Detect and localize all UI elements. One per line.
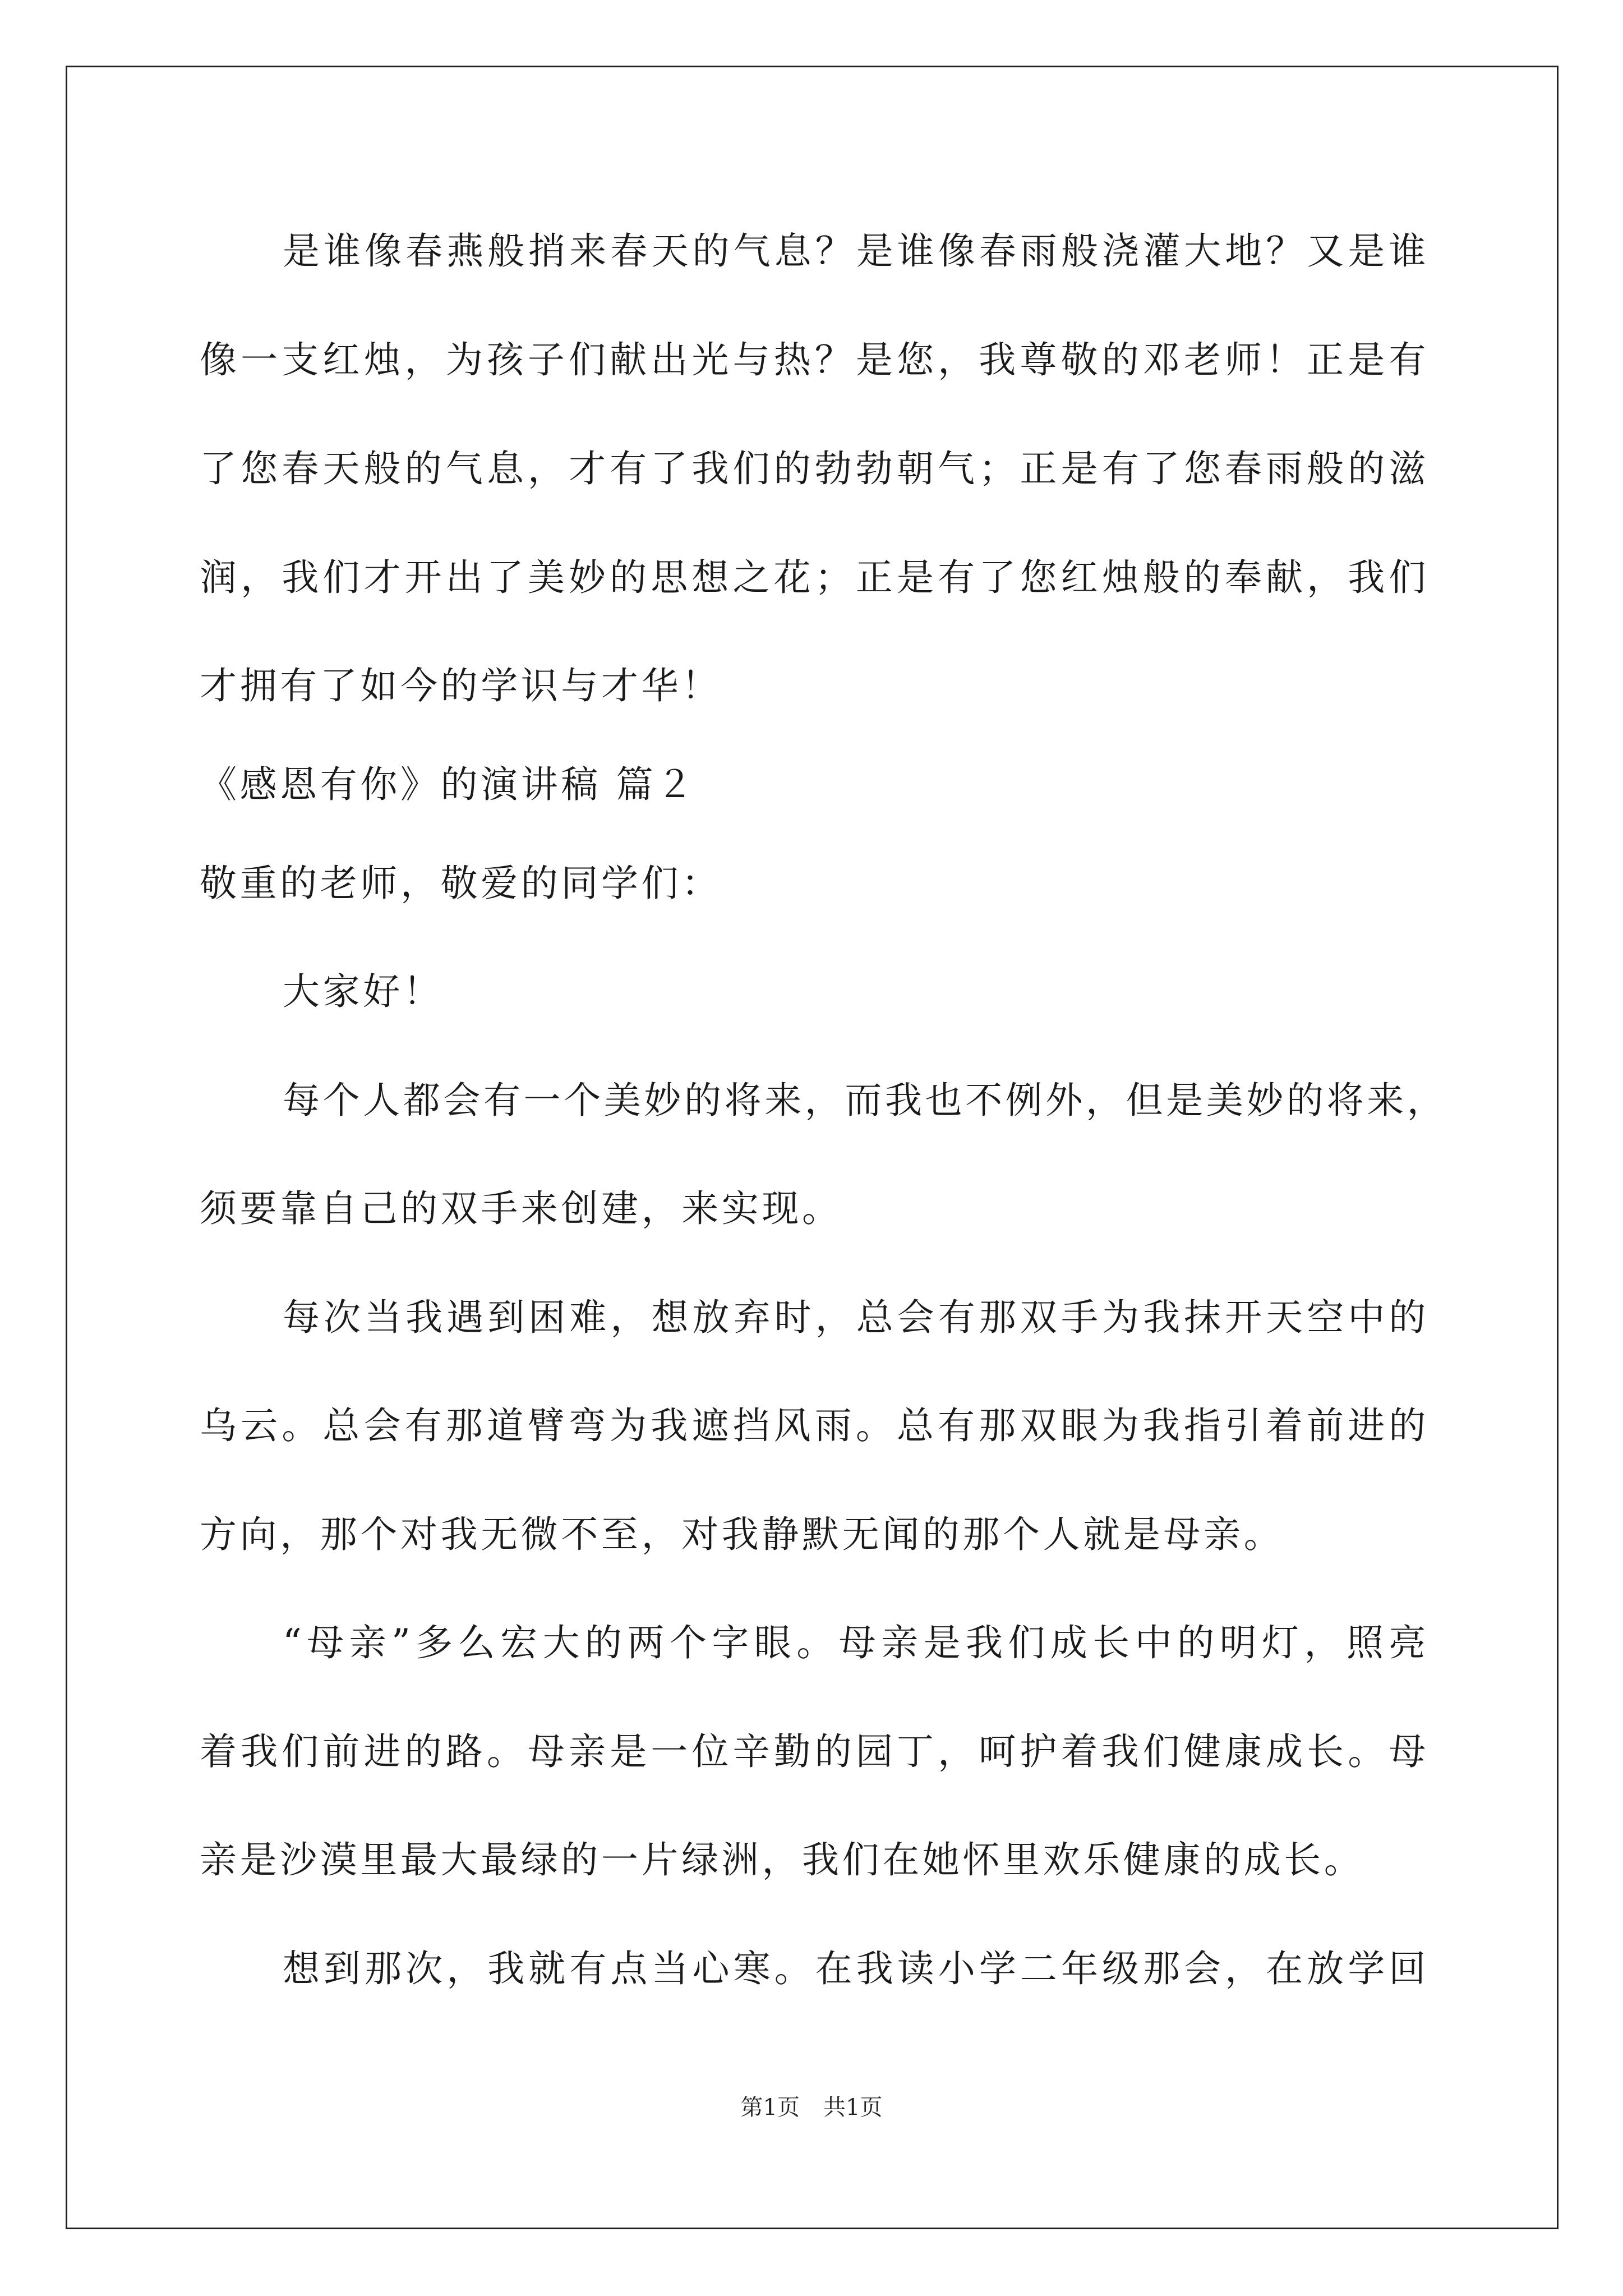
salutation: 敬重的老师，敬爱的同学们：	[200, 862, 722, 905]
paragraph-5-line-1: 想到那次，我就有点当心寒。在我读小学二年级那会，在放学回	[283, 1947, 1429, 1990]
paragraph-2-line-1: 每个人都会有一个美妙的将来，而我也不例外，但是美妙的将来，	[283, 1079, 1447, 1122]
paragraph-1-line-5: 才拥有了如今的学识与才华！	[200, 664, 722, 707]
paragraph-1-line-3: 了您春天般的气息，才有了我们的勃勃朝气；正是有了您春雨般的滋	[200, 447, 1429, 490]
paragraph-3-line-3: 方向，那个对我无微不至，对我静默无闻的那个人就是母亲。	[200, 1513, 1284, 1556]
paragraph-3-line-1: 每次当我遇到困难，想放弃时，总会有那双手为我抹开天空中的	[283, 1296, 1429, 1339]
paragraph-1-line-1: 是谁像春燕般捎来春天的气息？是谁像春雨般浇灌大地？又是谁	[283, 229, 1429, 273]
paragraph-2-line-2: 须要靠自己的双手来创建，来实现。	[200, 1187, 842, 1230]
page-total: 共1页	[823, 2095, 883, 2120]
paragraph-1-line-2: 像一支红烛，为孩子们献出光与热？是您，我尊敬的邓老师！正是有	[200, 338, 1429, 381]
page-border	[66, 66, 1559, 2229]
paragraph-4-line-3: 亲是沙漠里最大最绿的一片绿洲，我们在她怀里欢乐健康的成长。	[200, 1838, 1364, 1881]
page-footer	[0, 2093, 1623, 2122]
section-title: 《感恩有你》的演讲稿 篇２	[200, 763, 697, 806]
page-number: 第1页	[740, 2095, 800, 2120]
paragraph-3-line-2: 乌云。总会有那道臂弯为我遮挡风雨。总有那双眼为我指引着前进的	[200, 1404, 1429, 1447]
paragraph-1-line-4: 润，我们才开出了美妙的思想之花；正是有了您红烛般的奉献，我们	[200, 556, 1429, 599]
paragraph-4-line-1: “母亲”多么宏大的两个字眼。母亲是我们成长中的明灯，照亮	[283, 1621, 1429, 1664]
greeting: 大家好！	[283, 970, 444, 1013]
paragraph-4-line-2: 着我们前进的路。母亲是一位辛勤的园丁，呵护着我们健康成长。母	[200, 1730, 1429, 1773]
